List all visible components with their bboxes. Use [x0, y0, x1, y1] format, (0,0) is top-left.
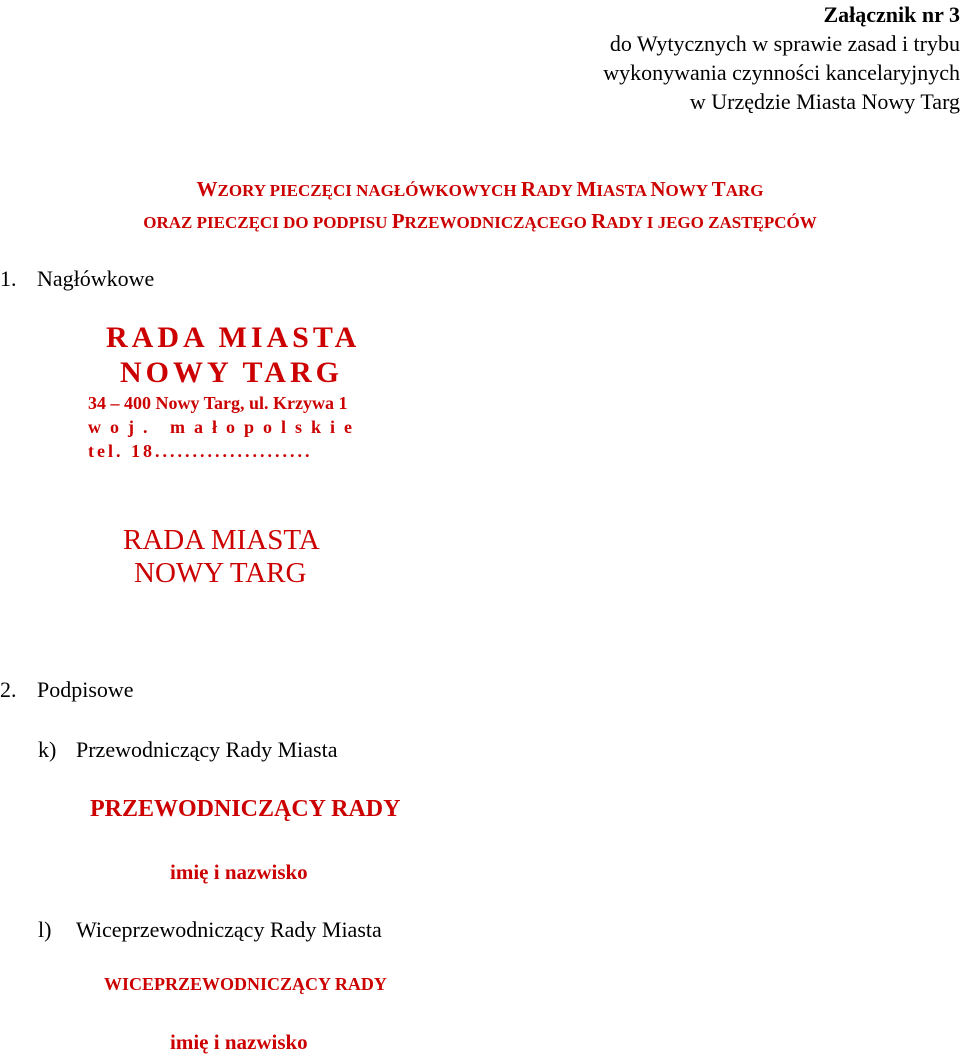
item-k-label: Przewodniczący Rady Miasta	[76, 737, 338, 762]
annex-line-4: w Urzędzie Miasta Nowy Targ	[689, 89, 960, 114]
annex-line-2: do Wytycznych w sprawie zasad i trybu	[609, 31, 960, 56]
section-1-number: 1.	[0, 266, 17, 291]
section-1-heading	[0, 266, 154, 292]
annex-number: Załącznik nr 3	[823, 2, 960, 27]
stamp-1-address: 34 – 400 Nowy Targ, ul. Krzywa 1	[88, 393, 348, 413]
item-l	[38, 917, 382, 943]
stamp-1-line-2: NOWY TARG	[120, 356, 343, 389]
section-2-number: 2.	[0, 677, 17, 702]
document-title-line-1: WZORY PIECZĘCI NAGŁÓWKOWYCH RADY MIASTA NOWY TARG	[196, 177, 764, 201]
stamp-2-line-1: RADA MIASTA	[123, 524, 320, 556]
vice-chairman-stamp: WICEPRZEWODNICZĄCY RADY	[104, 974, 387, 994]
item-k-marker: k)	[38, 737, 57, 762]
annex-header	[603, 0, 960, 116]
item-k	[38, 737, 337, 763]
section-1-label: Nagłówkowe	[37, 266, 155, 291]
stamp-2-line-2: NOWY TARG	[134, 557, 307, 589]
section-2-label: Podpisowe	[37, 677, 134, 702]
item-l-marker: l)	[38, 917, 52, 942]
document-title-line-2: ORAZ PIECZĘCI DO PODPISU PRZEWODNICZĄCEGO RADY I JEGO ZASTĘPCÓW	[143, 209, 817, 233]
stamp-1-voivodeship: woj. małopolskie	[88, 417, 362, 437]
section-2-heading	[0, 677, 134, 703]
chairman-name-placeholder: imię i nazwisko	[170, 860, 308, 884]
document-title	[0, 174, 960, 238]
chairman-stamp: PRZEWODNICZĄCY RADY	[90, 796, 401, 822]
stamp-1-line-1: RADA MIASTA	[106, 321, 361, 354]
stamp-1-phone: tel. 18.....................	[88, 441, 313, 461]
vice-chairman-name-placeholder: imię i nazwisko	[170, 1030, 308, 1054]
item-l-label: Wiceprzewodniczący Rady Miasta	[76, 917, 382, 942]
annex-line-3: wykonywania czynności kancelaryjnych	[603, 60, 960, 85]
